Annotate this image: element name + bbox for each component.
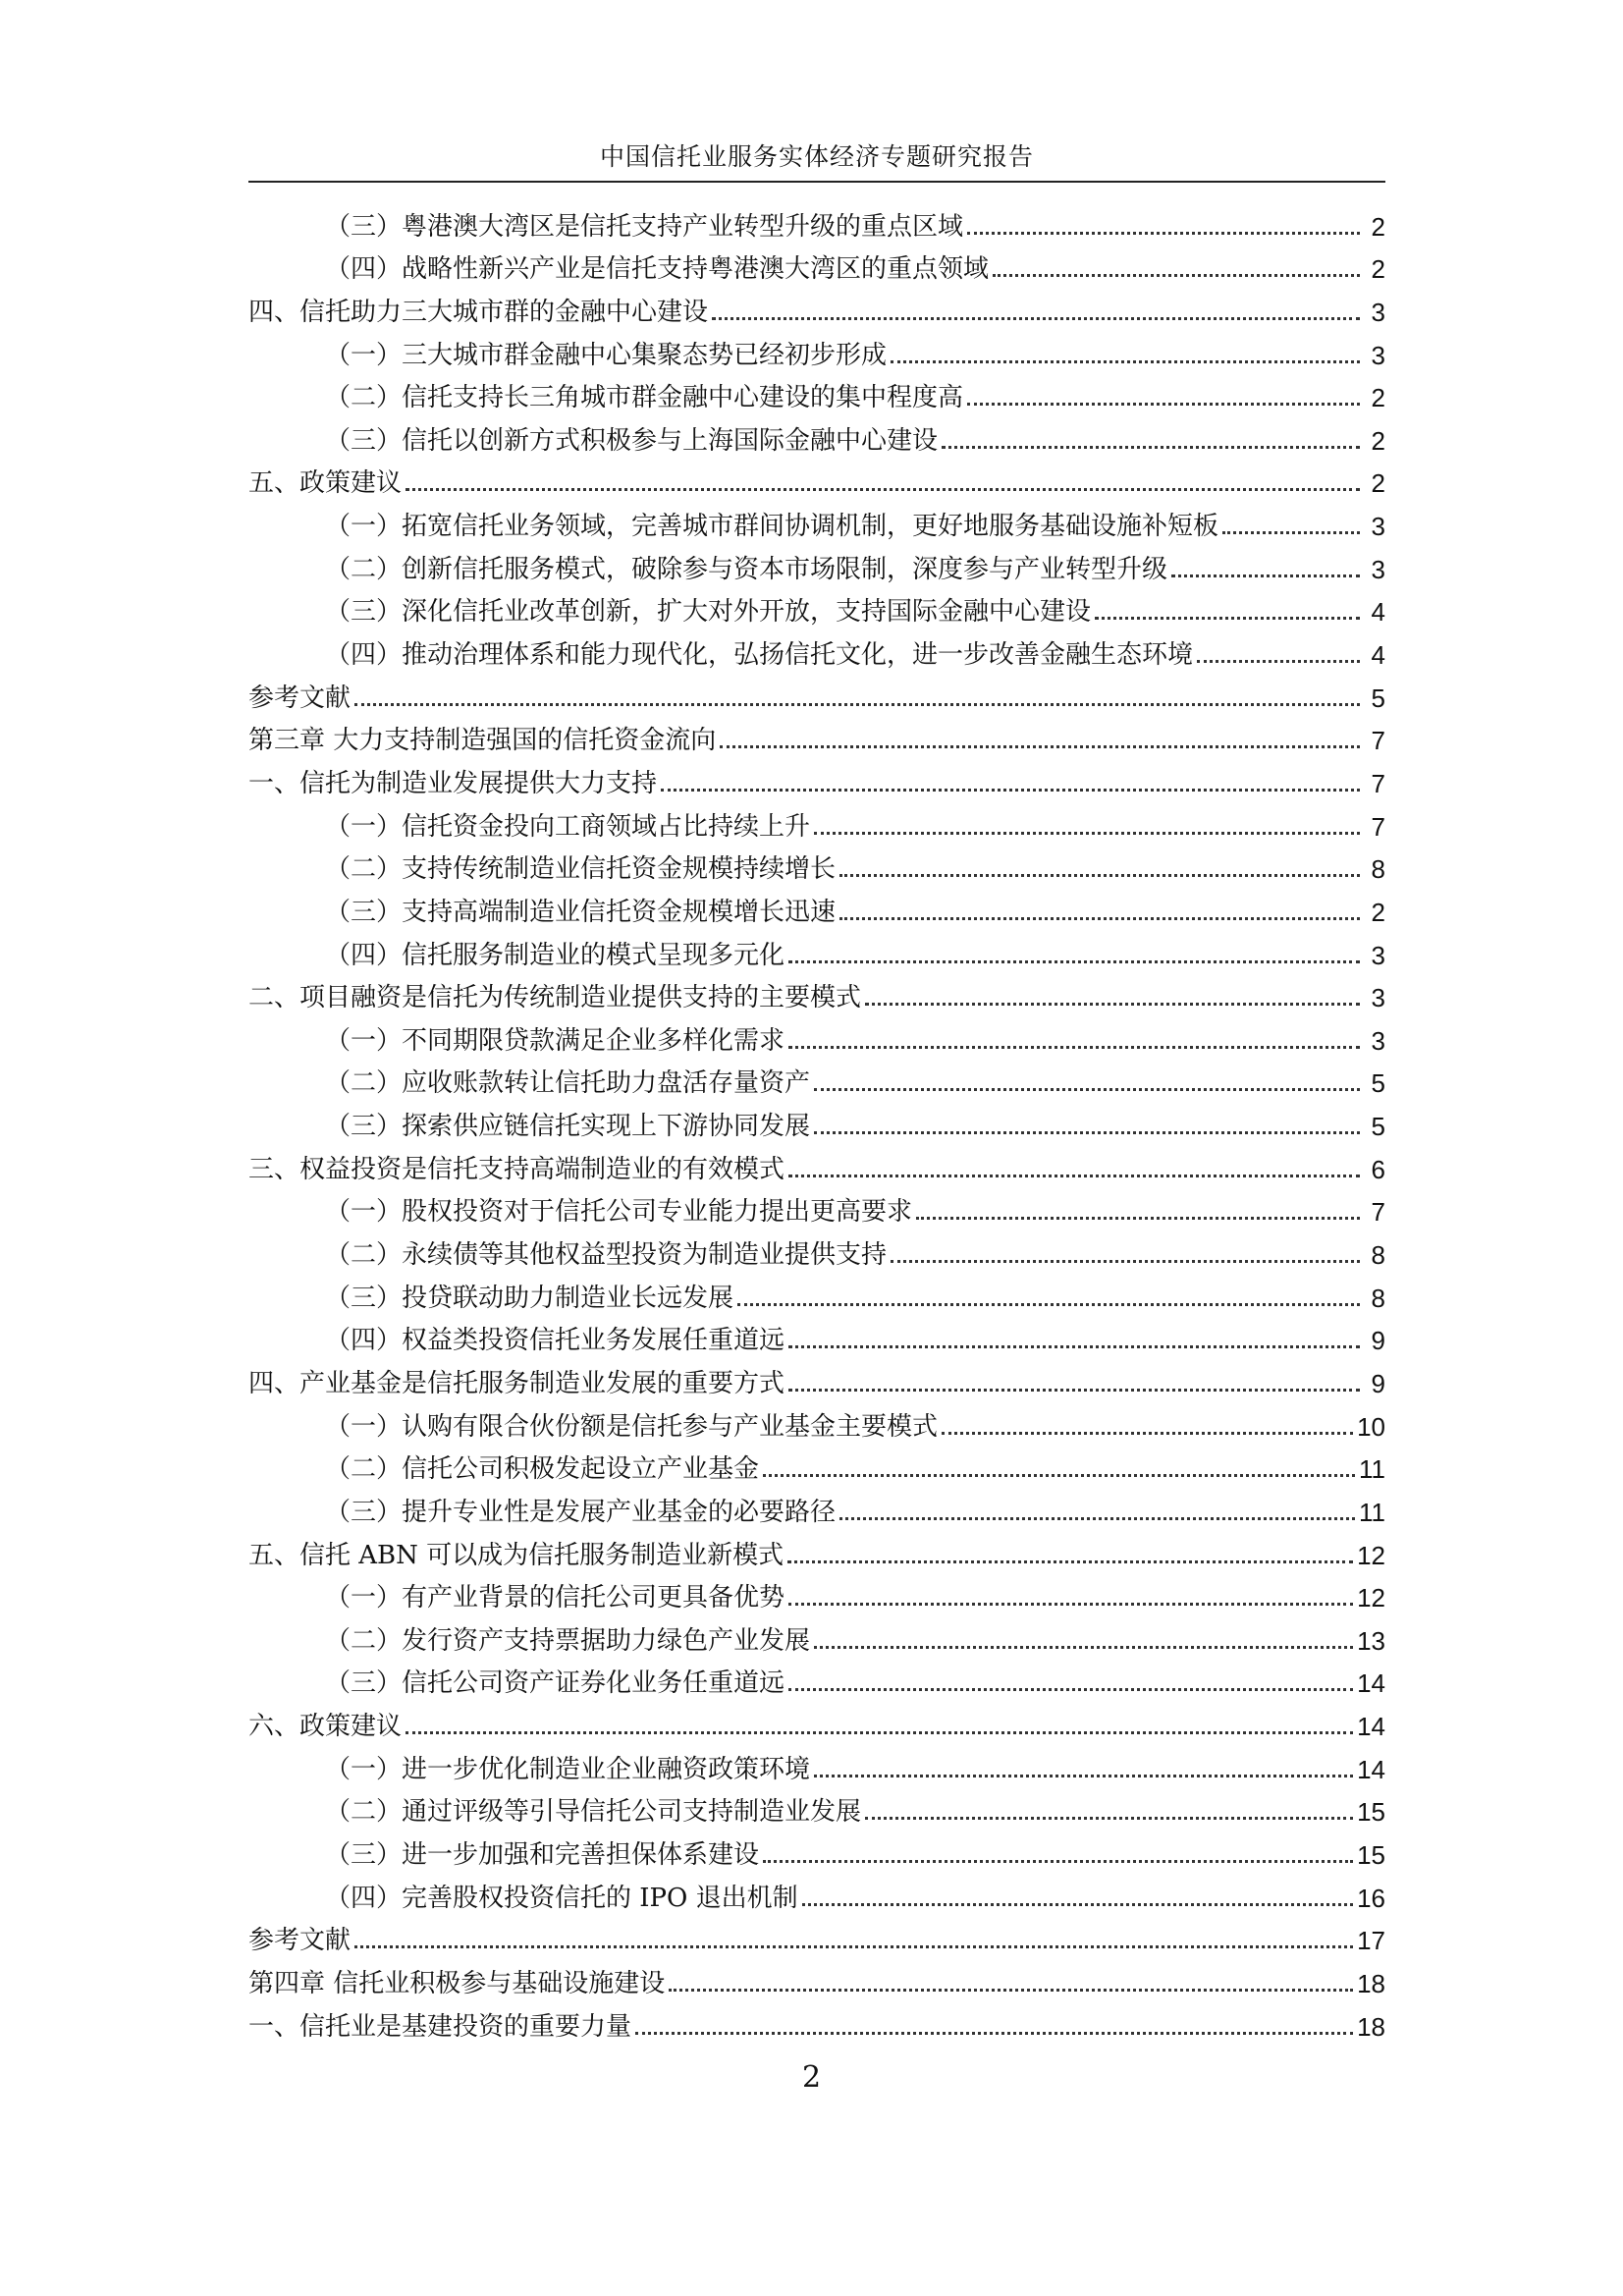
toc-entry-title: （一）不同期限贷款满足企业多样化需求: [325, 1025, 785, 1056]
toc-entry-chapter[interactable]: [248, 2000, 1385, 2044]
toc-entry-page-number: 18: [1357, 1968, 1385, 1998]
toc-entry-page-number: 8: [1371, 1240, 1385, 1271]
toc-entry-section[interactable]: [248, 414, 1385, 458]
toc-entry-title: 第三章 大力支持制造强国的信托资金流向: [248, 726, 717, 756]
toc-entry-section[interactable]: [248, 1229, 1385, 1272]
dot-leader: [788, 1389, 1360, 1392]
dot-leader: [814, 1775, 1353, 1777]
toc-entry-title: （一）信托资金投向工商领域占比持续上升: [325, 811, 811, 842]
toc-entry-section[interactable]: [248, 543, 1385, 586]
toc-entry-page-number: 9: [1371, 1368, 1385, 1398]
toc-entry-page-number: 7: [1371, 726, 1385, 756]
toc-entry-section[interactable]: [248, 1400, 1385, 1444]
toc-entry-chapter[interactable]: [248, 1915, 1385, 1958]
toc-entry-title: （一）股权投资对于信托公司专业能力提出更高要求: [325, 1197, 913, 1228]
toc-entry-title: （三）投贷联动助力制造业长远发展: [325, 1283, 734, 1313]
dot-leader: [942, 1432, 1353, 1435]
dot-leader: [635, 2032, 1353, 2035]
toc-entry-title: （四）完善股权投资信托的 IPO 退出机制: [325, 1883, 798, 1913]
toc-entry-section[interactable]: [248, 1186, 1385, 1230]
toc-entry-chapter[interactable]: [248, 1143, 1385, 1186]
toc-entry-title: 三、权益投资是信托支持高端制造业的有效模式: [248, 1154, 785, 1184]
toc-entry-title: 第四章 信托业积极参与基础设施建设: [248, 1968, 666, 1998]
dot-leader: [1095, 617, 1360, 620]
dot-leader: [787, 1560, 1353, 1563]
running-header: 中国信托业服务实体经济专题研究报告: [599, 142, 1034, 171]
dot-leader: [1222, 531, 1360, 534]
dot-leader: [1171, 574, 1360, 577]
toc-entry-section[interactable]: [248, 586, 1385, 629]
toc-entry-chapter[interactable]: [248, 458, 1385, 501]
toc-entry-section[interactable]: [248, 329, 1385, 372]
toc-entry-page-number: 16: [1357, 1883, 1385, 1913]
toc-entry-title: （三）信托公司资产证券化业务任重道远: [325, 1668, 785, 1699]
toc-entry-section[interactable]: [248, 1486, 1385, 1529]
toc-entry-chapter[interactable]: [248, 972, 1385, 1015]
dot-leader: [814, 1131, 1360, 1134]
toc-entry-page-number: 2: [1371, 897, 1385, 927]
toc-entry-page-number: 5: [1371, 683, 1385, 713]
toc-entry-page-number: 3: [1371, 340, 1385, 370]
toc-entry-page-number: 2: [1371, 383, 1385, 413]
toc-entry-chapter[interactable]: [248, 286, 1385, 329]
toc-entry-section[interactable]: [248, 200, 1385, 244]
toc-entry-section[interactable]: [248, 1014, 1385, 1058]
toc-entry-title: （四）推动治理体系和能力现代化，弘扬信托文化，进一步改善金融生态环境: [325, 640, 1194, 671]
dot-leader: [763, 1474, 1355, 1477]
dot-leader: [967, 403, 1360, 406]
toc-entry-section[interactable]: [248, 1572, 1385, 1615]
dot-leader: [737, 1303, 1360, 1306]
dot-leader: [788, 1345, 1360, 1348]
toc-entry-page-number: 2: [1371, 254, 1385, 285]
toc-entry-title: （四）战略性新兴产业是信托支持粤港澳大湾区的重点领域: [325, 254, 990, 285]
toc-entry-title: （一）有产业背景的信托公司更具备优势: [325, 1583, 785, 1613]
toc-entry-title: 一、信托业是基建投资的重要力量: [248, 2011, 632, 2042]
dot-leader: [865, 1817, 1353, 1820]
toc-entry-chapter[interactable]: [248, 1529, 1385, 1572]
toc-entry-page-number: 7: [1371, 768, 1385, 798]
toc-entry-chapter[interactable]: [248, 715, 1385, 758]
dot-leader: [406, 1731, 1353, 1734]
dot-leader: [788, 1603, 1353, 1606]
dot-leader: [788, 1175, 1360, 1177]
toc-entry-section[interactable]: [248, 1786, 1385, 1830]
toc-entry-page-number: 12: [1357, 1583, 1385, 1613]
toc-entry-section[interactable]: [248, 1614, 1385, 1658]
dot-leader: [788, 1046, 1360, 1049]
toc-entry-title: 四、信托助力三大城市群的金融中心建设: [248, 297, 709, 327]
toc-entry-page-number: 13: [1357, 1625, 1385, 1656]
toc-entry-section[interactable]: [248, 1315, 1385, 1358]
dot-leader: [839, 917, 1360, 920]
toc-entry-title: （四）信托服务制造业的模式呈现多元化: [325, 940, 785, 970]
dot-leader: [712, 317, 1360, 320]
toc-entry-title: （三）支持高端制造业信托资金规模增长迅速: [325, 897, 837, 927]
page-number: 2: [801, 2060, 822, 2095]
toc-entry-title: 四、产业基金是信托服务制造业发展的重要方式: [248, 1368, 785, 1398]
dot-leader: [839, 874, 1360, 877]
dot-leader: [720, 745, 1360, 748]
toc-entry-page-number: 14: [1357, 1712, 1385, 1742]
toc-entry-page-number: 8: [1371, 1283, 1385, 1313]
toc-entry-title: 五、政策建议: [248, 468, 403, 499]
toc-entry-title: （二）通过评级等引导信托公司支持制造业发展: [325, 1797, 862, 1828]
toc-entry-page-number: 3: [1371, 1025, 1385, 1056]
header-rule: [248, 181, 1385, 183]
toc-entry-section[interactable]: [248, 1272, 1385, 1315]
toc-entry-title: （二）永续债等其他权益型投资为制造业提供支持: [325, 1240, 888, 1271]
toc-entry-title: （三）深化信托业改革创新，扩大对外开放，支持国际金融中心建设: [325, 597, 1092, 628]
dot-leader: [865, 1003, 1360, 1006]
toc-entry-section[interactable]: [248, 886, 1385, 929]
table-of-contents: [248, 200, 1385, 2044]
toc-entry-page-number: 4: [1371, 597, 1385, 628]
toc-entry-section[interactable]: [248, 500, 1385, 543]
toc-entry-title: （三）探索供应链信托实现上下游协同发展: [325, 1112, 811, 1142]
toc-entry-section[interactable]: [248, 844, 1385, 887]
toc-entry-section[interactable]: [248, 1743, 1385, 1786]
dot-leader: [891, 1260, 1360, 1263]
toc-entry-title: （二）信托公司积极发起设立产业基金: [325, 1454, 760, 1485]
toc-entry-title: （二）应收账款转让信托助力盘活存量资产: [325, 1068, 811, 1099]
toc-entry-title: （四）权益类投资信托业务发展任重道远: [325, 1326, 785, 1356]
toc-entry-page-number: 9: [1371, 1326, 1385, 1356]
dot-leader: [406, 488, 1360, 491]
toc-entry-page-number: 2: [1371, 425, 1385, 456]
dot-leader: [669, 1989, 1353, 1992]
toc-entry-page-number: 3: [1371, 512, 1385, 542]
toc-entry-section[interactable]: [248, 1872, 1385, 1915]
toc-entry-title: （三）粤港澳大湾区是信托支持产业转型升级的重点区域: [325, 211, 964, 242]
toc-entry-page-number: 2: [1371, 468, 1385, 499]
toc-entry-chapter[interactable]: [248, 1357, 1385, 1400]
dot-leader: [788, 960, 1360, 963]
dot-leader: [891, 360, 1360, 363]
toc-entry-title: （二）信托支持长三角城市群金融中心建设的集中程度高: [325, 383, 964, 413]
toc-entry-title: （一）认购有限合伙份额是信托参与产业基金主要模式: [325, 1411, 939, 1442]
toc-entry-page-number: 3: [1371, 940, 1385, 970]
dot-leader: [802, 1903, 1353, 1906]
toc-entry-page-number: 17: [1357, 1926, 1385, 1956]
toc-entry-page-number: 3: [1371, 297, 1385, 327]
toc-entry-section[interactable]: [248, 1444, 1385, 1487]
dot-leader: [354, 703, 1360, 706]
toc-entry-page-number: 7: [1371, 1197, 1385, 1228]
toc-entry-page-number: 3: [1371, 983, 1385, 1013]
toc-entry-title: 二、项目融资是信托为传统制造业提供支持的主要模式: [248, 983, 862, 1013]
toc-entry-title: （一）拓宽信托业务领域，完善城市群间协调机制，更好地服务基础设施补短板: [325, 512, 1219, 542]
toc-entry-title: （一）三大城市群金融中心集聚态势已经初步形成: [325, 340, 888, 370]
toc-entry-title: 五、信托 ABN 可以成为信托服务制造业新模式: [248, 1540, 784, 1570]
dot-leader: [839, 1517, 1355, 1520]
toc-entry-page-number: 10: [1357, 1411, 1385, 1442]
toc-entry-chapter[interactable]: [248, 1700, 1385, 1743]
toc-entry-page-number: 2: [1371, 211, 1385, 242]
toc-entry-page-number: 11: [1359, 1497, 1385, 1527]
toc-entry-page-number: 7: [1371, 811, 1385, 842]
toc-entry-page-number: 5: [1371, 1112, 1385, 1142]
toc-entry-title: （三）提升专业性是发展产业基金的必要路径: [325, 1497, 837, 1527]
toc-entry-page-number: 8: [1371, 854, 1385, 885]
dot-leader: [814, 1646, 1353, 1649]
toc-entry-title: （二）创新信托服务模式，破除参与资本市场限制，深度参与产业转型升级: [325, 554, 1168, 584]
toc-entry-page-number: 14: [1357, 1668, 1385, 1699]
toc-entry-page-number: 18: [1357, 2011, 1385, 2042]
dot-leader: [942, 446, 1360, 449]
toc-entry-chapter[interactable]: [248, 672, 1385, 715]
toc-entry-title: 六、政策建议: [248, 1712, 403, 1742]
toc-entry-page-number: 15: [1357, 1839, 1385, 1870]
toc-entry-page-number: 6: [1371, 1154, 1385, 1184]
toc-entry-page-number: 3: [1371, 554, 1385, 584]
dot-leader: [1197, 660, 1360, 663]
dot-leader: [763, 1860, 1353, 1863]
toc-entry-title: （二）发行资产支持票据助力绿色产业发展: [325, 1625, 811, 1656]
toc-entry-chapter[interactable]: [248, 1957, 1385, 2000]
toc-entry-section[interactable]: [248, 800, 1385, 844]
toc-entry-page-number: 14: [1357, 1754, 1385, 1784]
toc-entry-section[interactable]: [248, 244, 1385, 287]
toc-entry-page-number: 12: [1357, 1540, 1385, 1570]
dot-leader: [916, 1217, 1360, 1220]
toc-entry-title: （三）信托以创新方式积极参与上海国际金融中心建设: [325, 425, 939, 456]
dot-leader: [814, 832, 1360, 835]
toc-entry-section[interactable]: [248, 1058, 1385, 1101]
toc-entry-section[interactable]: [248, 1100, 1385, 1143]
dot-leader: [661, 789, 1360, 792]
toc-entry-page-number: 4: [1371, 640, 1385, 671]
toc-entry-title: 一、信托为制造业发展提供大力支持: [248, 768, 658, 798]
toc-entry-title: （三）进一步加强和完善担保体系建设: [325, 1839, 760, 1870]
toc-entry-page-number: 5: [1371, 1068, 1385, 1099]
dot-leader: [788, 1688, 1353, 1691]
dot-leader: [993, 274, 1360, 277]
toc-entry-page-number: 11: [1359, 1454, 1385, 1485]
toc-entry-title: （二）支持传统制造业信托资金规模持续增长: [325, 854, 837, 885]
toc-entry-title: 参考文献: [248, 1926, 352, 1956]
toc-entry-title: （一）进一步优化制造业企业融资政策环境: [325, 1754, 811, 1784]
toc-entry-chapter[interactable]: [248, 757, 1385, 800]
toc-entry-section[interactable]: [248, 929, 1385, 972]
dot-leader: [967, 232, 1360, 235]
toc-entry-section[interactable]: [248, 629, 1385, 672]
toc-entry-page-number: 15: [1357, 1797, 1385, 1828]
dot-leader: [814, 1088, 1360, 1091]
toc-entry-section[interactable]: [248, 372, 1385, 415]
toc-entry-section[interactable]: [248, 1829, 1385, 1872]
toc-entry-title: 参考文献: [248, 683, 352, 713]
toc-entry-section[interactable]: [248, 1658, 1385, 1701]
dot-leader: [354, 1945, 1353, 1948]
